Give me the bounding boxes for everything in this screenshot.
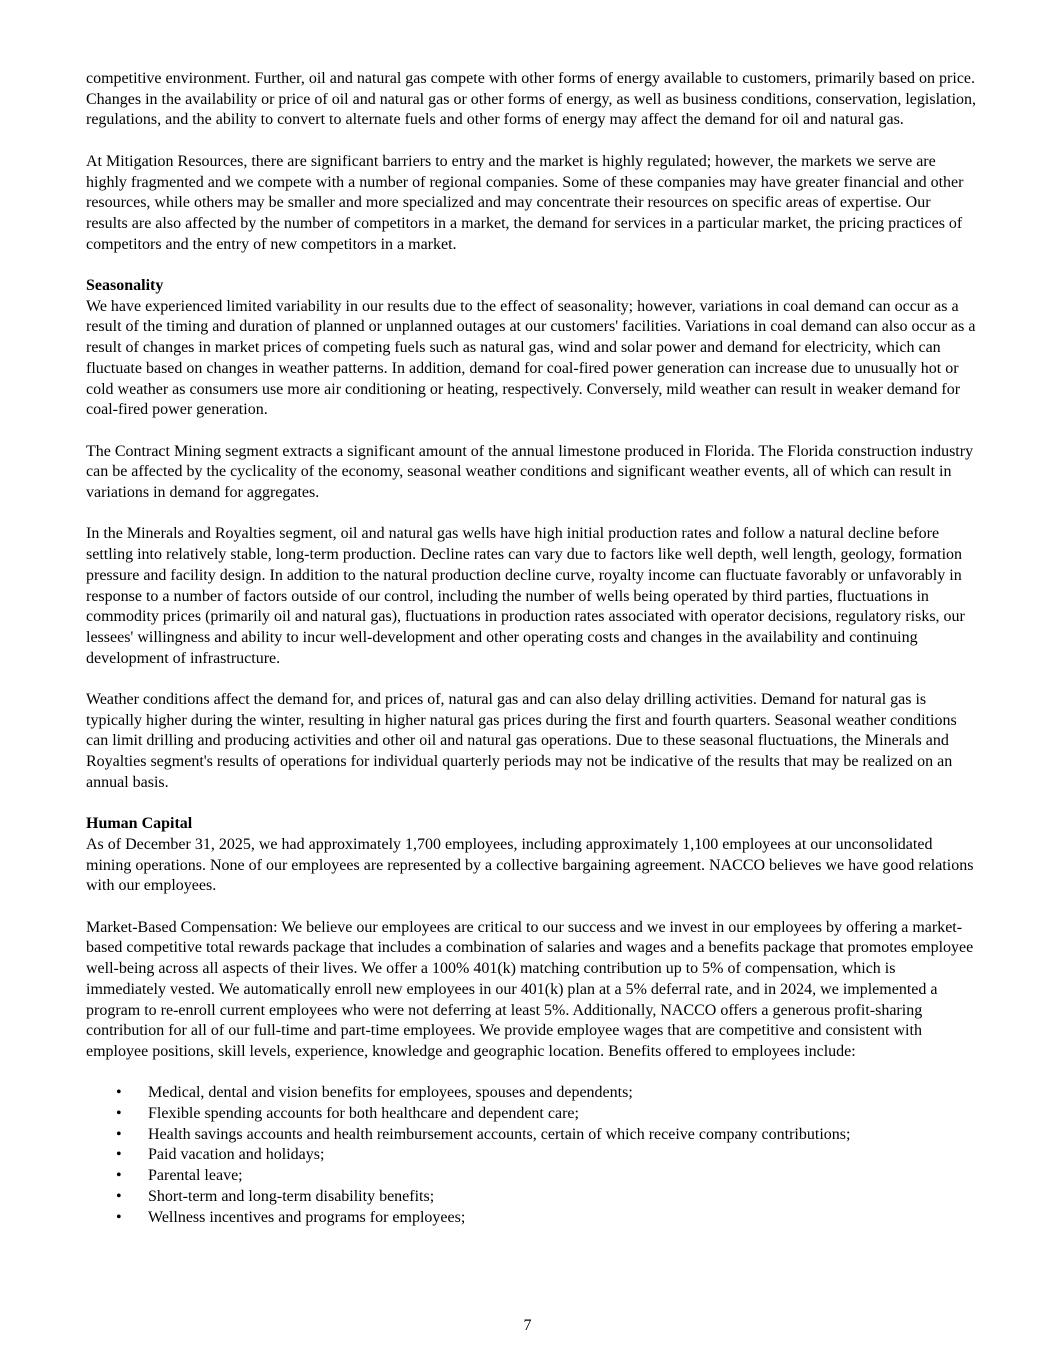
seasonality-section (86, 276, 976, 794)
human-capital-section (86, 814, 976, 1228)
human-capital-heading: Human Capital (86, 815, 193, 833)
list-item (86, 1125, 976, 1146)
list-item (86, 1104, 976, 1125)
seasonality-paragraph-minerals-royalties: In the Minerals and Royalties segment, oil and natural gas wells have high initial production rates and follow a natural decline before settling into relatively stable, long-term production. Decline rates can vary due to factors like well depth, well length, geology, formation pressure and facility design. In addition to the natural production decline curve, royalty income can fluctuate favorably or unfavorably in response to a number of factors outside of our control, including the number of wells being operated by third parties, fluctuations in commodity prices (primarily oil and natural gas), fluctuations in production rates associated with operator decisions, regulatory risks, our lessees' willingness and ability to incur well-development and other operating costs and changes in the availability and continuing development of infrastructure. (86, 525, 965, 667)
bullet-icon: • (116, 1125, 122, 1143)
list-item (86, 1083, 976, 1104)
list-item (86, 1166, 976, 1187)
benefit-text: Short-term and long-term disability benefits; (148, 1187, 435, 1205)
intro-paragraph-competitive-environment: competitive environment. Further, oil and natural gas compete with other forms of energy available to customers, primarily based on price. Changes in the availability or price of oil and natural gas or other forms of energy, as well as business conditions, conservation, legislation, regulations, and the ability to convert to alternate fuels and other forms of energy may affect the demand for oil and natural gas. (86, 70, 977, 129)
seasonality-heading: Seasonality (86, 277, 164, 294)
bullet-icon: • (116, 1187, 122, 1205)
bullet-icon: • (116, 1208, 122, 1226)
human-capital-paragraph-compensation: Market-Based Compensation: We believe our employees are critical to our success and we invest in our employees by offering a market-based competitive total rewards package that includes a combination of salaries and wages and a benefits package that promotes employee well-being across all aspects of their lives. We offer a 100% 401(k) matching contribution up to 5% of compensation, which is immediately vested. We automatically enroll new employees in our 401(k) plan at a 5% deferral rate, and in 2024, we implemented a program to re-enroll current employees who were not deferring at least 5%. Additionally, NACCO offers a generous profit-sharing contribution for all of our full-time and part-time employees. We provide employee wages that are competitive and consistent with employee positions, skill levels, experience, knowledge and geographic location. Benefits offered to employees include: (86, 918, 974, 1060)
seasonality-paragraph-contract-mining: The Contract Mining segment extracts a significant amount of the annual limestone produced in Florida. The Florida construction industry can be affected by the cyclicality of the economy, seasonal weather conditions and significant weather events, all of which can result in variations in demand for aggregates. (86, 442, 974, 502)
seasonality-paragraph-coal: We have experienced limited variability in our results due to the effect of seasonality; however, variations in coal demand can occur as a result of the timing and duration of planned or unplanned outages at our customers' facilities. Variations in coal demand can also occur as a result of changes in market prices of competing fuels such as natural gas, wind and solar power and demand for electricity, which can fluctuate based on changes in weather patterns. In addition, demand for coal-fired power generation can increase due to unusually hot or cold weather as consumers use more air conditioning or heating, respectively. Conversely, mild weather can result in weaker demand for coal-fired power generation. (86, 297, 976, 419)
bullet-icon: • (116, 1105, 122, 1123)
bullet-icon: • (116, 1167, 122, 1185)
bullet-icon: • (116, 1146, 122, 1164)
list-item (86, 1187, 976, 1208)
list-item (86, 1208, 976, 1229)
page-number: 7 (523, 1317, 532, 1334)
document-page (86, 69, 976, 1249)
list-item (86, 1145, 976, 1166)
bullet-icon: • (116, 1084, 122, 1102)
seasonality-paragraph-weather: Weather conditions affect the demand for, and prices of, natural gas and can also delay drilling activities. Demand for natural gas is typically higher during the winter, resulting in higher natural gas prices during the first and fourth quarters. Seasonal weather conditions can limit drilling and producing activities and other oil and natural gas operations. Due to these seasonal fluctuations, the Minerals and Royalties segment's results of operations for individual quarterly periods may not be indicative of the results that may be realized on an annual basis. (86, 691, 957, 791)
benefit-text: Parental leave; (148, 1167, 243, 1185)
intro-paragraph-mitigation-resources: At Mitigation Resources, there are significant barriers to entry and the market is highly regulated; however, the markets we serve are highly fragmented and we compete with a number of regional companies. Some of these companies may have greater financial and other resources, while others may be smaller and more specialized and may concentrate their resources on specific areas of expertise. Our results are also affected by the number of competitors in a market, the demand for services in a particular market, the pricing practices of competitors and the entry of new competitors in a market. (86, 152, 964, 253)
benefit-text: Paid vacation and holidays; (148, 1146, 325, 1164)
benefit-text: Wellness incentives and programs for employees; (148, 1208, 466, 1226)
benefit-text: Health savings accounts and health reimbursement accounts, certain of which receive company contributions; (148, 1125, 851, 1143)
benefits-list (86, 1083, 976, 1228)
human-capital-paragraph-employees: As of December 31, 2025, we had approximately 1,700 employees, including approximately 1,100 employees at our unconsolidated mining operations. None of our employees are represented by a collective bargaining agreement. NACCO believes we have good relations with our employees. (86, 835, 974, 895)
benefit-text: Flexible spending accounts for both healthcare and dependent care; (148, 1105, 579, 1123)
benefit-text: Medical, dental and vision benefits for employees, spouses and dependents; (148, 1084, 633, 1102)
